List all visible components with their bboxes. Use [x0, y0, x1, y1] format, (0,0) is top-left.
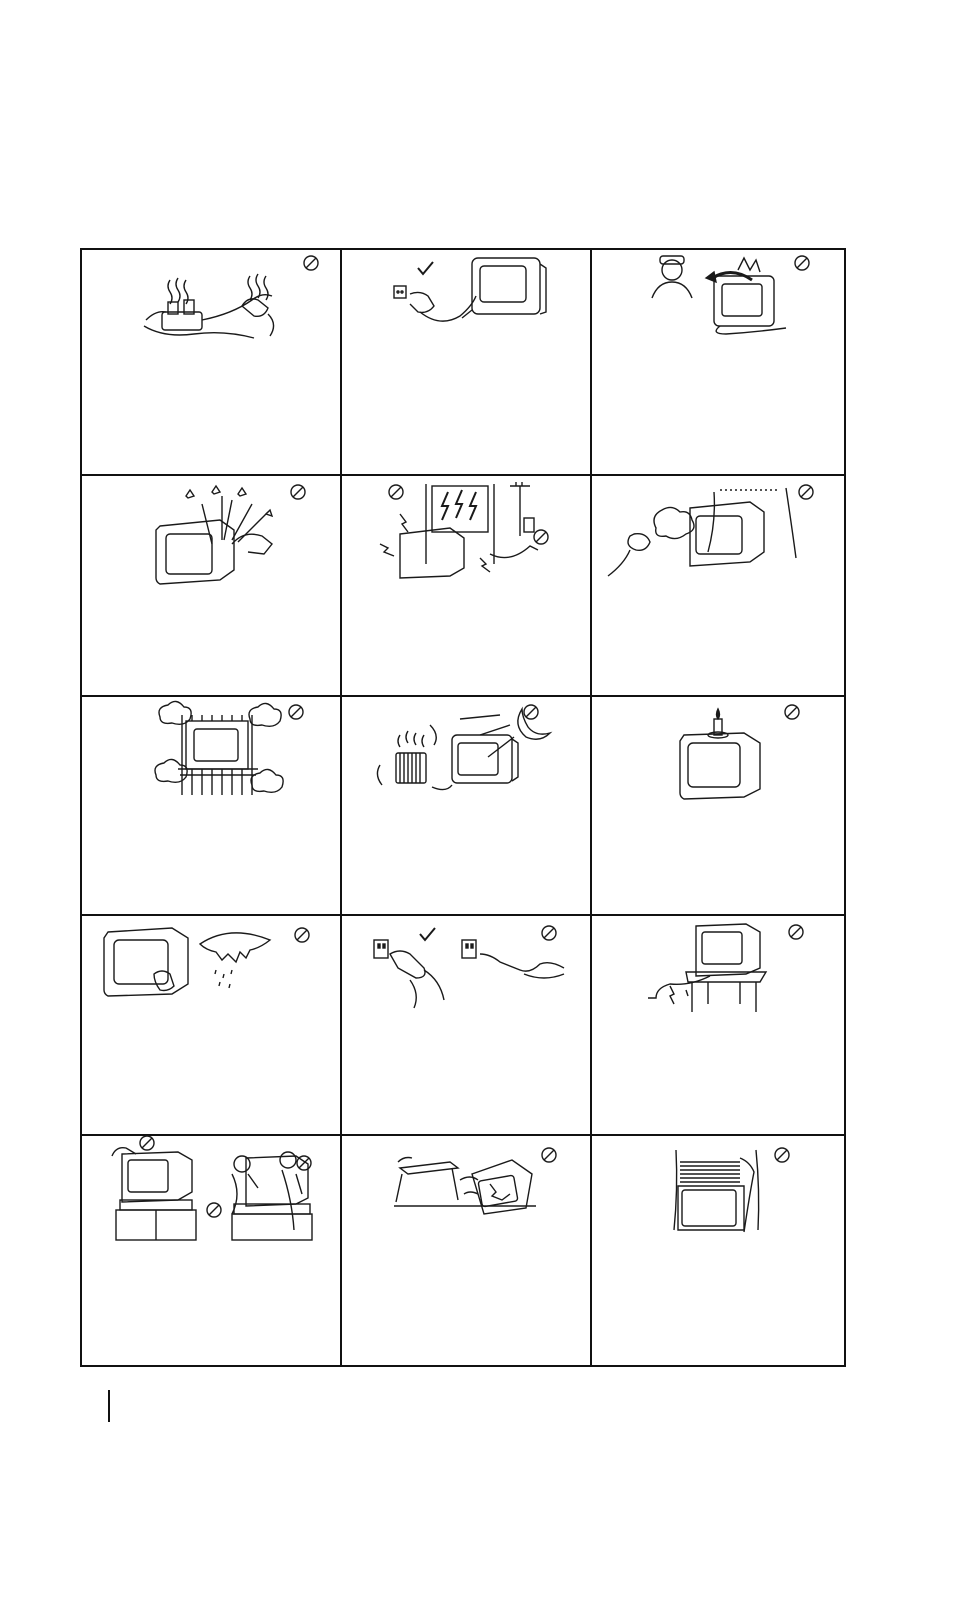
- safety-cell-candle: [590, 695, 846, 914]
- prohibited-icon: [295, 928, 309, 942]
- prohibited-icon: [140, 1136, 154, 1150]
- blocked-ventilation-illustration: [82, 695, 340, 914]
- prohibited-icon: [304, 256, 318, 270]
- safety-cell-covered-vents: [590, 1134, 846, 1367]
- prohibited-icon: [291, 485, 305, 499]
- objects-inside-cabinet-illustration: [82, 474, 340, 695]
- safety-cell-objects-inside: [82, 474, 340, 695]
- prohibited-icon: [542, 1148, 556, 1162]
- unstable-stand-illustration: [340, 1134, 590, 1367]
- safety-cell-unstable-stand: [340, 1134, 590, 1367]
- safety-cell-children: [82, 1134, 340, 1367]
- safety-cell-wet-cloth: [82, 914, 340, 1134]
- safety-cell-service-technician: [590, 250, 846, 474]
- safety-cell-damaged-cord: [590, 914, 846, 1134]
- safety-cell-ventilation: [82, 695, 340, 914]
- prohibited-icon: [297, 1156, 311, 1170]
- overloaded-outlets-illustration: [82, 250, 340, 474]
- heat-sunlight-illustration: [340, 695, 590, 914]
- safety-illustration-grid: [80, 248, 846, 1367]
- prohibited-icon: [289, 705, 303, 719]
- safety-cell-heat: [340, 695, 590, 914]
- safety-cell-unplug-cord: [340, 250, 590, 474]
- prohibited-icon: [389, 485, 403, 499]
- prohibited-icon: [207, 1203, 221, 1217]
- checkmark-icon: [418, 262, 433, 274]
- moisture-steam-illustration: [590, 474, 846, 695]
- prohibited-icon: [534, 530, 548, 544]
- safety-cell-overloaded-outlets: [82, 250, 340, 474]
- children-climbing-illustration: [82, 1134, 340, 1367]
- prohibited-icon: [785, 705, 799, 719]
- pull-plug-not-cord-illustration: [340, 914, 590, 1134]
- lightning-storm-illustration: [340, 474, 590, 695]
- prohibited-icon: [789, 925, 803, 939]
- prohibited-icon: [795, 256, 809, 270]
- checkmark-icon: [420, 928, 435, 940]
- damaged-cord-illustration: [590, 914, 846, 1134]
- service-technician-illustration: [590, 250, 846, 474]
- prohibited-icon: [775, 1148, 789, 1162]
- unplug-power-cord-illustration: [340, 250, 590, 474]
- prohibited-icon: [799, 485, 813, 499]
- safety-cell-lightning: [340, 474, 590, 695]
- prohibited-icon: [542, 926, 556, 940]
- wet-cloth-cleaning-illustration: [82, 914, 340, 1134]
- candle-on-tv-illustration: [590, 695, 846, 914]
- page-margin-rule: [108, 1390, 110, 1422]
- safety-cell-moisture: [590, 474, 846, 695]
- covered-vents-illustration: [590, 1134, 846, 1367]
- prohibited-icon: [524, 705, 538, 719]
- safety-cell-pull-plug: [340, 914, 590, 1134]
